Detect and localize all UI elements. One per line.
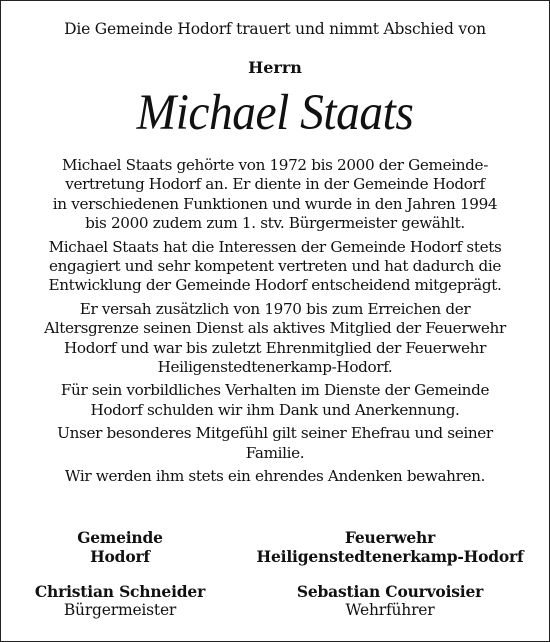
org-line: Feuerwehr: [344, 528, 436, 547]
deceased-name: Michael Staats: [136, 85, 414, 141]
text-line: Für sein vorbildliches Verhalten im Dienste der Gemeinde: [60, 381, 490, 400]
text-line: bis 2000 zudem zum 1. stv. Bürgermeister gewählt.: [85, 214, 465, 233]
text-line: Michael Staats hat die Interessen der Gemeinde Hodorf stets: [48, 237, 502, 256]
text-line: Er versah zusätzlich von 1970 bis zum Erreichen der: [79, 299, 471, 318]
org-line: Gemeinde: [77, 528, 163, 547]
paragraph: [14, 156, 536, 234]
signatory-fire-chief: [250, 582, 530, 620]
text-line: Michael Staats gehörte von 1972 bis 2000 der Gemeinde-: [62, 156, 488, 174]
salutation: Herrn: [248, 58, 302, 77]
obituary-body: [14, 156, 536, 491]
org-line: Hodorf: [90, 547, 150, 566]
intro-line: Die Gemeinde Hodorf trauert und nimmt Abschied von: [64, 20, 486, 38]
text-line: in verschiedenen Funktionen und wurde in den Jahren 1994: [52, 194, 498, 213]
organization-gemeinde: [20, 528, 220, 566]
org-line: Heiligenstedtenerkamp-Hodorf: [256, 547, 524, 566]
text-line: Hodorf und war bis zuletzt Ehrenmitglied der Feuerwehr: [64, 338, 486, 357]
text-line: Wir werden ihm stets ein ehrendes Andenken bewahren.: [64, 467, 486, 486]
text-line: Unser besonderes Mitgefühl gilt seiner Ehefrau und seiner: [57, 424, 493, 443]
signatory-mayor: [20, 582, 220, 620]
organization-feuerwehr: [250, 528, 530, 566]
signatory-title: Wehrführer: [345, 601, 435, 619]
signatory-name: Christian Schneider: [34, 582, 206, 601]
text-line: engagiert und sehr kompetent vertreten und hat dadurch die: [48, 257, 501, 276]
paragraph: [14, 381, 536, 420]
text-line: Heiligenstedtenerkamp-Hodorf.: [157, 358, 393, 377]
signatory-title: Bürgermeister: [63, 601, 177, 619]
paragraph: [14, 300, 536, 378]
text-line: Altersgrenze seinen Dienst als aktives Mitglied der Feuerwehr: [44, 319, 506, 338]
text-line: Entwicklung der Gemeinde Hodorf entscheidend mitgeprägt.: [48, 276, 502, 295]
paragraph: [14, 467, 536, 486]
text-line: Familie.: [245, 443, 305, 462]
signatory-name: Sebastian Courvoisier: [296, 582, 484, 601]
signatories: [0, 582, 550, 622]
organizations: [0, 528, 550, 568]
paragraph: [14, 238, 536, 296]
text-line: Hodorf schulden wir ihm Dank und Anerkennung.: [90, 400, 460, 419]
text-line: vertretung Hodorf an. Er diente in der Gemeinde Hodorf: [65, 175, 485, 194]
paragraph: [14, 424, 536, 463]
